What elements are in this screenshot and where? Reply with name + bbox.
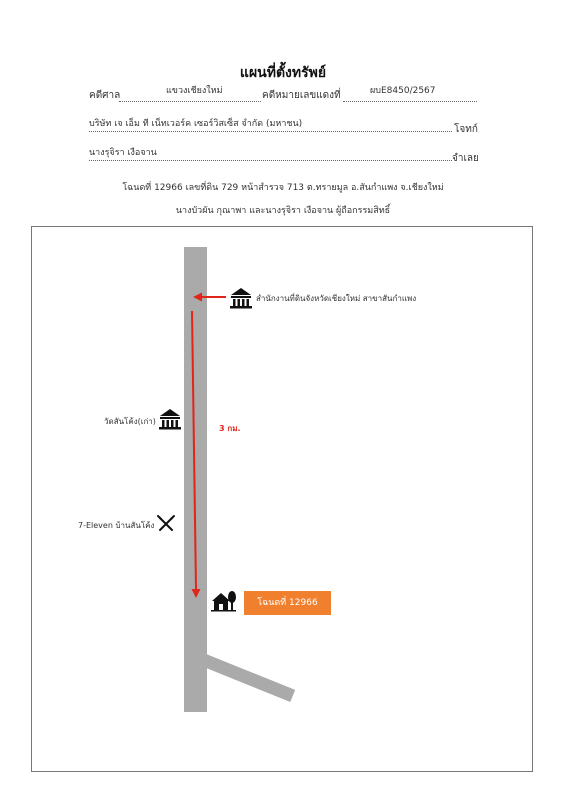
court-value: แขวงเชียงใหม่: [166, 86, 223, 96]
arrow-to-office: [193, 293, 226, 302]
property-owners-line: นางบัวผัน กุณาพา และนางรุจิรา เงือจาน ผู้ถือกรรมสิทธิ์: [175, 206, 391, 216]
plaintiff-name: บริษัท เจ เอ็ม ที เน็ทเวอร์ค เซอร์วิสเซ็ส จำกัด (มหาชน): [89, 119, 303, 129]
property-deed-line: โฉนดที่ 12966 เลขที่ดิน 729 หน้าสำรวจ 713 ต.ทรายมูล อ.สันกำแพง จ.เชียงใหม่: [122, 183, 444, 193]
court-label: คดีศาล: [89, 90, 121, 101]
temple-icon: [159, 409, 181, 430]
store-label: 7-Eleven บ้านสันโค้ง: [78, 521, 155, 530]
route-arrow: [192, 311, 201, 598]
house-tree-icon: [211, 591, 236, 612]
distance-label: 3 กม.: [219, 424, 241, 433]
plaintiff-label: โจทก์: [454, 124, 478, 135]
land-office-label: สำนักงานที่ดินจังหวัดเชียงใหม่ สาขาสันกำแพง: [256, 294, 417, 303]
defendant-name: นางรุจิรา เงือจาน: [89, 148, 157, 158]
government-building-icon: [230, 288, 252, 309]
page-title: แผนที่ตั้งทรัพย์: [239, 65, 327, 81]
case-label: คดีหมายเลขแดงที่: [262, 90, 341, 101]
defendant-label: จำเลย: [452, 153, 479, 164]
property-plot-label: โฉนดที่ 12966: [244, 591, 331, 615]
fork-knife-icon: [158, 516, 174, 530]
temple-label: วัดสันโค้ง(เก่า): [104, 417, 156, 426]
case-value: ผบE8450/2567: [370, 86, 436, 96]
